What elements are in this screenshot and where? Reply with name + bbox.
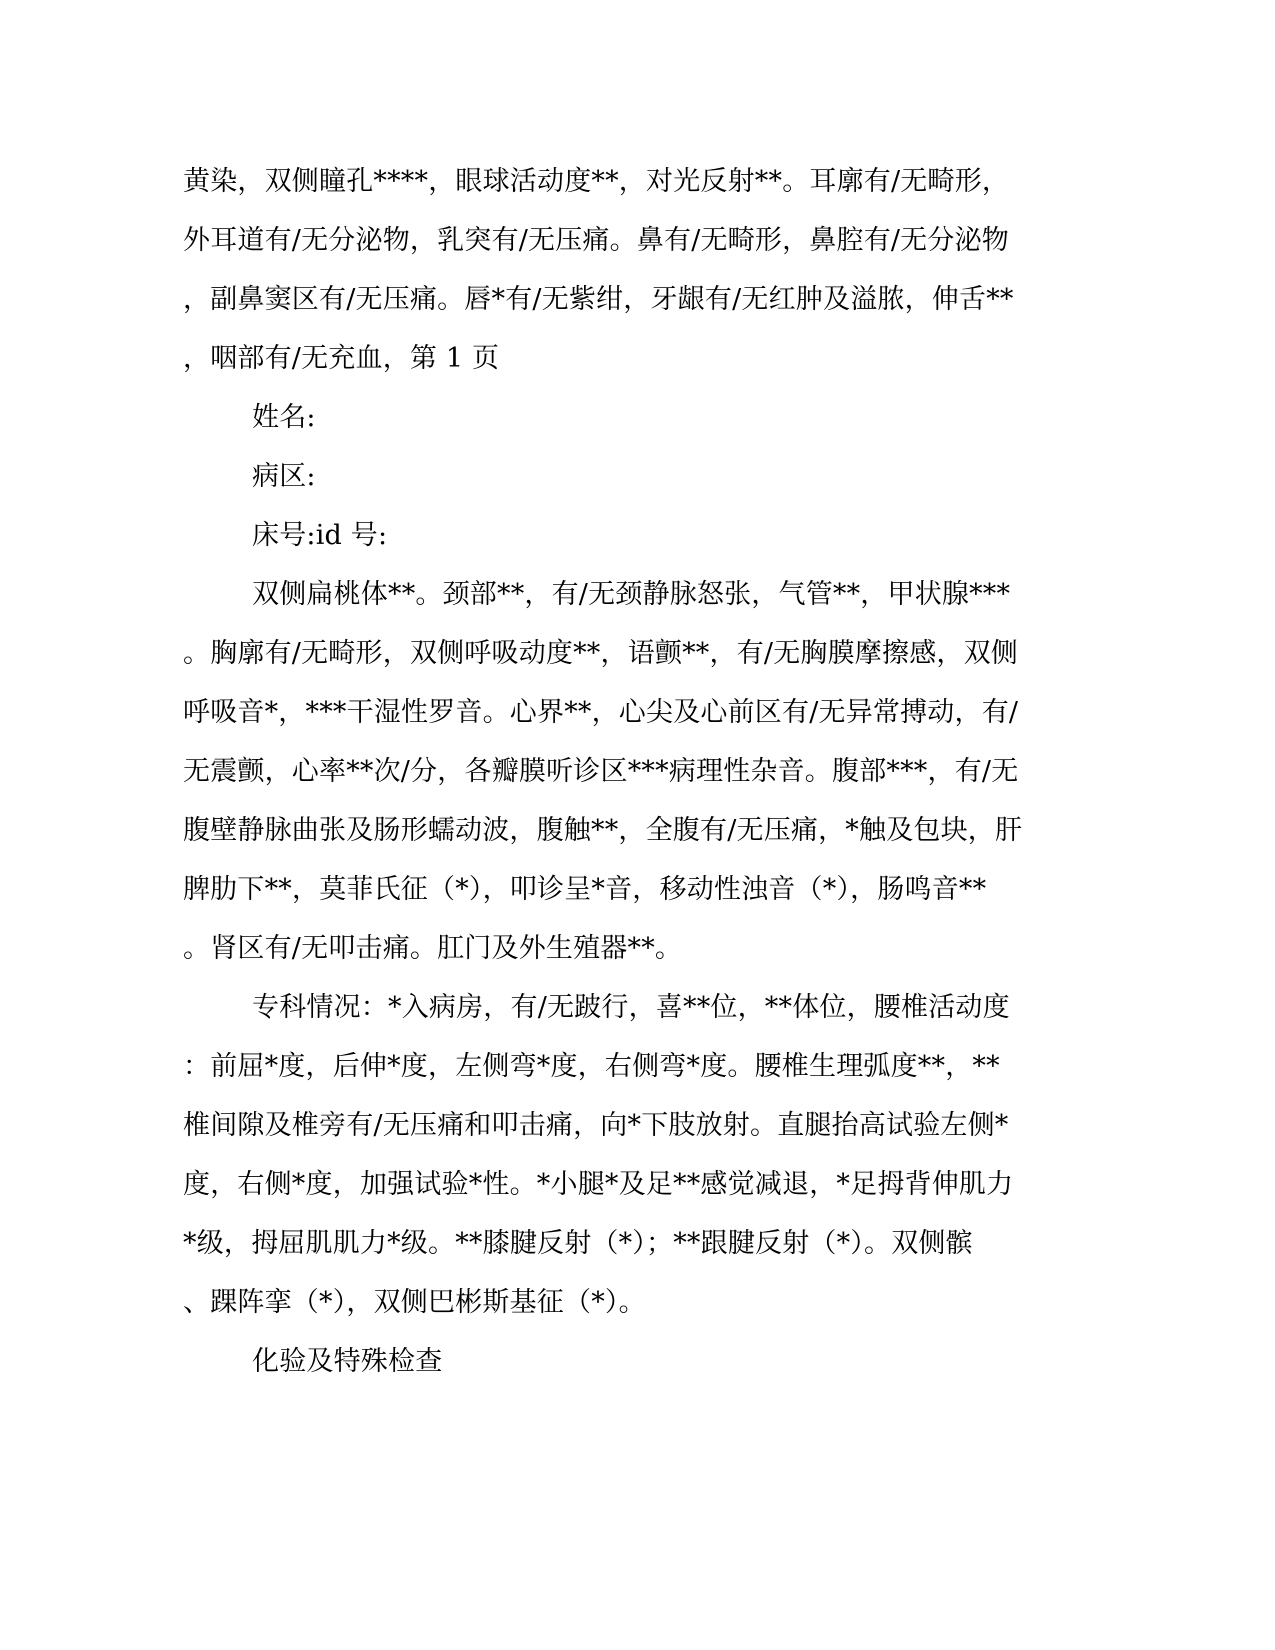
text-line: 腹壁静脉曲张及肠形蠕动波，腹触**，全腹有/无压痛，*触及包块，肝 — [183, 815, 1023, 846]
text-line: 椎间隙及椎旁有/无压痛和叩击痛，向*下肢放射。直腿抬高试验左侧* — [183, 1110, 1009, 1141]
name-field-label: 姓名: — [252, 402, 316, 433]
paragraph-first-line: 双侧扁桃体**。颈部**，有/无颈静脉怒张，气管**，甲状腺*** — [252, 579, 1011, 610]
section-heading-lab-tests: 化验及特殊检查 — [252, 1346, 443, 1377]
text-line: ，咽部有/无充血，第 1 页 — [183, 343, 500, 374]
text-line: 脾肋下**，莫菲氏征（*），叩诊呈*音，移动性浊音（*），肠鸣音** — [183, 874, 987, 905]
paragraph-first-line: 专科情况：*入病房，有/无跛行，喜**位，**体位，腰椎活动度 — [252, 992, 1010, 1023]
ward-field-label: 病区: — [252, 461, 316, 492]
text-line: ：前屈*度，后伸*度，左侧弯*度，右侧弯*度。腰椎生理弧度**，** — [183, 1051, 1000, 1082]
text-line: 黄染，双侧瞳孔****，眼球活动度**，对光反射**。耳廓有/无畸形， — [183, 166, 1010, 197]
text-line: 无震颤，心率**次/分，各瓣膜听诊区***病理性杂音。腹部***，有/无 — [183, 756, 1019, 787]
text-line: 。胸廓有/无畸形，双侧呼吸动度**，语颤**，有/无胸膜摩擦感，双侧 — [183, 638, 1018, 669]
text-line: 。肾区有/无叩击痛。肛门及外生殖器**。 — [183, 933, 683, 964]
text-line: 呼吸音*，***干湿性罗音。心界**，心尖及心前区有/无异常搏动，有/ — [183, 697, 1019, 728]
text-line: 外耳道有/无分泌物，乳突有/无压痛。鼻有/无畸形，鼻腔有/无分泌物 — [183, 225, 1009, 256]
bed-id-field-label: 床号:id 号: — [252, 520, 388, 551]
text-line: 、踝阵挛（*），双侧巴彬斯基征（*）。 — [183, 1287, 646, 1318]
text-line: 度，右侧*度，加强试验*性。*小腿*及足**感觉减退，*足拇背伸肌力 — [183, 1169, 1014, 1200]
text-line: *级，拇屈肌肌力*级。**膝腱反射（*）；**跟腱反射（*）。双侧髌 — [183, 1228, 973, 1259]
text-line: ，副鼻窦区有/无压痛。唇*有/无紫绀，牙龈有/无红肿及溢脓，伸舌** — [183, 284, 1014, 315]
